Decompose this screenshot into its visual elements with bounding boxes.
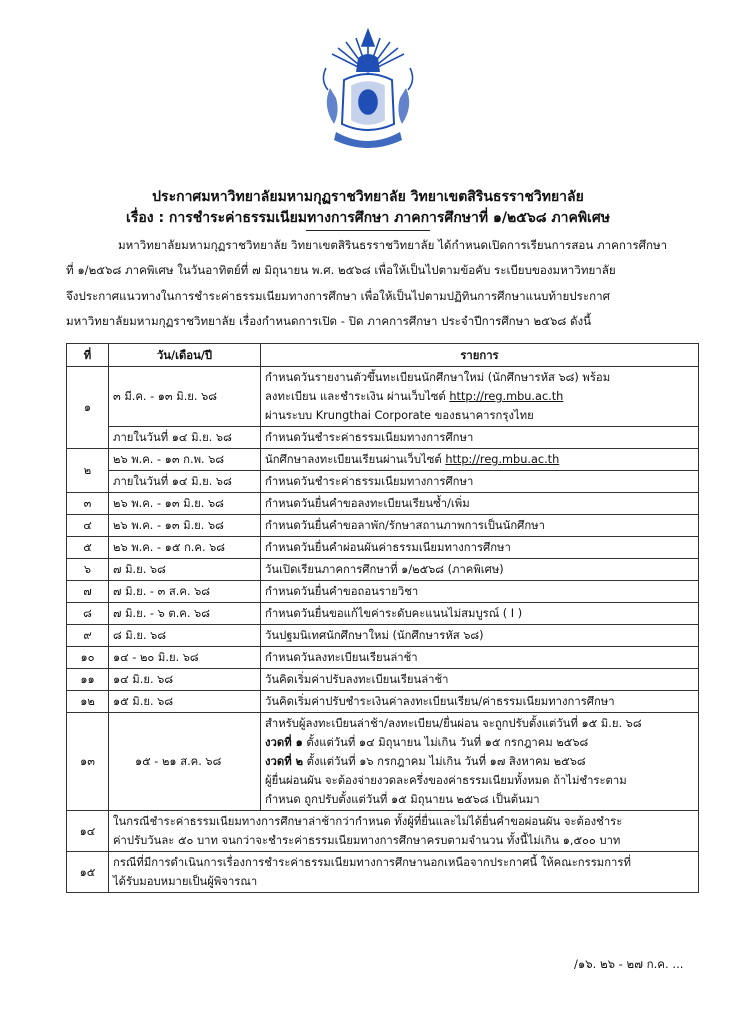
intro-line-4: มหาวิทยาลัยมหามกุฏราชวิทยาลัย เรื่องกำหนดการเปิด - ปิด ภาคการศึกษา ประจำปีการศึกษา ๒๕๖๘ ดังนี้ (66, 314, 592, 328)
announcement-subject: เรื่อง : การชำระค่าธรรมเนียมทางการศึกษา ภาคการศึกษาที่ ๑/๒๕๖๘ ภาคพิเศษ (126, 210, 610, 226)
installment-label: งวดที่ ๒ (265, 755, 304, 768)
table-row (67, 691, 699, 713)
row-item-line: ได้รับมอบหมายเป็นผู้พิจารณา (113, 875, 258, 888)
row-item (261, 713, 699, 811)
row-number: ๑๐ (67, 647, 109, 669)
row-item-text: นักศึกษาลงทะเบียนเรียนผ่านเว็บไซต์ (265, 453, 446, 466)
table-row (67, 669, 699, 691)
table-row (67, 471, 699, 493)
intro-line-1: มหาวิทยาลัยมหามกุฏราชวิทยาลัย วิทยาเขตสิรินธรราชวิทยาลัย ได้กำหนดเปิดการเรียนการสอน ภาคการศึกษา (118, 238, 668, 252)
page-continuation: /๑๖. ๒๖ - ๒๗ ก.ค. ... (574, 957, 684, 971)
row-item: กำหนดวันยื่นคำขอลงทะเบียนเรียนซ้ำ/เพิ่ม (261, 493, 699, 515)
row-item-line (265, 387, 694, 406)
row-item (261, 367, 699, 427)
row-item-line: ผ่านระบบ Krungthai Corporate ของธนาคารกรุงไทย (265, 409, 534, 422)
row-item-line: สำหรับผู้ลงทะเบียนล่าช้า/ลงทะเบียน/ยื่นผ่อน จะถูกปรับตั้งแต่วันที่ ๑๕ มิ.ย. ๖๘ (265, 717, 642, 730)
table-header-row (67, 344, 699, 367)
table-row (67, 581, 699, 603)
row-item-text: ตั้งแต่วันที่ ๑๔ มิถุนายน ไม่เกิน วันที่ ๑๕ กรกฎาคม ๒๕๖๘ (302, 736, 589, 749)
row-item-line: ค่าปรับวันละ ๕๐ บาท จนกว่าจะชำระค่าธรรมเนียมทางการศึกษาครบตามจำนวน ทั้งนี้ไม่เกิน ๑,๕๐๐ บาท (113, 834, 621, 847)
table-row (67, 625, 699, 647)
header-item: รายการ (261, 344, 699, 367)
row-date: ๗ มิ.ย. - ๓ ส.ค. ๖๘ (109, 581, 261, 603)
table-row (67, 559, 699, 581)
row-item: กำหนดวันยื่นขอแก้ไขค่าระดับคะแนนไม่สมบูรณ์ ( I ) (261, 603, 699, 625)
row-date: ภายในวันที่ ๑๔ มิ.ย. ๖๘ (109, 471, 261, 493)
row-date: ๑๕ มิ.ย. ๖๘ (109, 691, 261, 713)
row-number: ๕ (67, 537, 109, 559)
row-date: ๓ มี.ค. - ๑๓ มิ.ย. ๖๘ (109, 367, 261, 427)
university-emblem-icon (318, 28, 418, 156)
row-number: ๑๔ (67, 811, 109, 852)
row-item (109, 811, 699, 852)
row-number: ๖ (67, 559, 109, 581)
header-date: วัน/เดือน/ปี (109, 344, 261, 367)
row-date: ๑๔ มิ.ย. ๖๘ (109, 669, 261, 691)
installment-label: งวดที่ ๑ (265, 736, 303, 749)
row-number: ๔ (67, 515, 109, 537)
announcement-title: ประกาศมหาวิทยาลัยมหามกุฏราชวิทยาลัย วิทยาเขตสิรินธรราชวิทยาลัย (152, 189, 584, 205)
row-date: ๘ มิ.ย. ๖๘ (109, 625, 261, 647)
intro-line-2: ที่ ๑/๒๕๖๘ ภาคพิเศษ ในวันอาทิตย์ที่ ๗ มิถุนายน พ.ศ. ๒๕๖๘ เพื่อให้เป็นไปตามข้อคับ ระเบียบของมหาวิทยาลัย (66, 263, 616, 277)
table-row (67, 367, 699, 427)
table-row (67, 493, 699, 515)
row-item-line (265, 733, 694, 752)
row-number: ๗ (67, 581, 109, 603)
row-number: ๘ (67, 603, 109, 625)
row-date: ๑๔ - ๒๐ มิ.ย. ๖๘ (109, 647, 261, 669)
row-item: วันปฐมนิเทศนักศึกษาใหม่ (นักศึกษารหัส ๖๘) (261, 625, 699, 647)
row-item-line: ในกรณีชำระค่าธรรมเนียมทางการศึกษาล่าช้ากว่ากำหนด ทั้งผู้ที่ยื่นและไม่ได้ยื่นคำขอผ่อนผัน จะต้องชำระ (113, 815, 623, 828)
row-item: กำหนดวันชำระค่าธรรมเนียมทางการศึกษา (261, 471, 699, 493)
row-number: ๑ (67, 367, 109, 449)
row-date: ภายในวันที่ ๑๔ มิ.ย. ๖๘ (109, 427, 261, 449)
table-row (67, 713, 699, 811)
row-item-line: ผู้ยื่นผ่อนผัน จะต้องจ่ายงวดละครึ่งของค่าธรรมเนียมทั้งหมด ถ้าไม่ชำระตาม (265, 774, 627, 787)
row-date: ๒๖ พ.ค. - ๑๓ ก.พ. ๖๘ (109, 449, 261, 471)
table-row (67, 603, 699, 625)
row-number: ๙ (67, 625, 109, 647)
row-item-text: ตั้งแต่วันที่ ๑๖ กรกฎาคม ไม่เกิน วันที่ ๑๗ สิงหาคม ๒๕๖๘ (303, 755, 586, 768)
row-item: วันเปิดเรียนภาคการศึกษาที่ ๑/๒๕๖๘ (ภาคพิเศษ) (261, 559, 699, 581)
intro-line-3: จึงประกาศแนวทางในการชำระค่าธรรมเนียมทางการศึกษา เพื่อให้เป็นไปตามปฏิทินการศึกษาแนบท้ายประกาศ (66, 289, 611, 303)
table-row (67, 811, 699, 852)
row-number: ๑๕ (67, 852, 109, 893)
row-item: วันคิดเริ่มค่าปรับชำระเงินค่าลงทะเบียนเรียน/ค่าธรรมเนียมทางการศึกษา (261, 691, 699, 713)
row-item: กำหนดวันยื่นคำขอถอนรายวิชา (261, 581, 699, 603)
row-item: วันคิดเริ่มค่าปรับลงทะเบียนเรียนล่าช้า (261, 669, 699, 691)
schedule-table (66, 343, 699, 893)
row-number: ๒ (67, 449, 109, 493)
row-item-line: กรณีที่มีการดำเนินการเรื่องการชำระค่าธรรมเนียมทางการศึกษานอกเหนือจากประกาศนี้ ให้คณะกรรมการที่ (113, 856, 631, 869)
row-date: ๑๕ - ๒๑ ส.ค. ๖๘ (109, 713, 261, 811)
table-row (67, 537, 699, 559)
table-row (67, 515, 699, 537)
reg-website-link[interactable]: http://reg.mbu.ac.th (449, 390, 564, 403)
row-item (109, 852, 699, 893)
row-item (261, 449, 699, 471)
row-item-text: ลงทะเบียน และชำระเงิน ผ่านเว็บไซต์ (265, 390, 450, 403)
row-item: กำหนดวันลงทะเบียนเรียนล่าช้า (261, 647, 699, 669)
row-date: ๒๖ พ.ค. - ๑๓ มิ.ย. ๖๘ (109, 493, 261, 515)
row-item: กำหนดวันยื่นคำผ่อนผันค่าธรรมเนียมทางการศึกษา (261, 537, 699, 559)
reg-website-link[interactable]: http://reg.mbu.ac.th (445, 453, 560, 466)
row-date: ๗ มิ.ย. - ๖ ต.ค. ๖๘ (109, 603, 261, 625)
table-row (67, 852, 699, 893)
row-number: ๑๓ (67, 713, 109, 811)
header-no: ที่ (67, 344, 109, 367)
row-date: ๒๖ พ.ค. - ๑๕ ก.ค. ๖๘ (109, 537, 261, 559)
row-number: ๑๒ (67, 691, 109, 713)
table-row (67, 647, 699, 669)
row-item-line (265, 752, 694, 771)
title-divider (306, 230, 430, 231)
row-item-line: กำหนด ถูกปรับตั้งแต่วันที่ ๑๕ มิถุนายน ๒๕๖๘ เป็นต้นมา (265, 793, 540, 806)
table-row (67, 427, 699, 449)
row-date: ๒๖ พ.ค. - ๑๓ มิ.ย. ๖๘ (109, 515, 261, 537)
row-number: ๑๑ (67, 669, 109, 691)
row-item: กำหนดวันชำระค่าธรรมเนียมทางการศึกษา (261, 427, 699, 449)
row-date: ๗ มิ.ย. ๖๘ (109, 559, 261, 581)
row-number: ๓ (67, 493, 109, 515)
table-row (67, 449, 699, 471)
row-item-line: กำหนดวันรายงานตัวขึ้นทะเบียนนักศึกษาใหม่ (นักศึกษารหัส ๖๘) พร้อม (265, 371, 611, 384)
row-item: กำหนดวันยื่นคำขอลาพัก/รักษาสถานภาพการเป็นนักศึกษา (261, 515, 699, 537)
